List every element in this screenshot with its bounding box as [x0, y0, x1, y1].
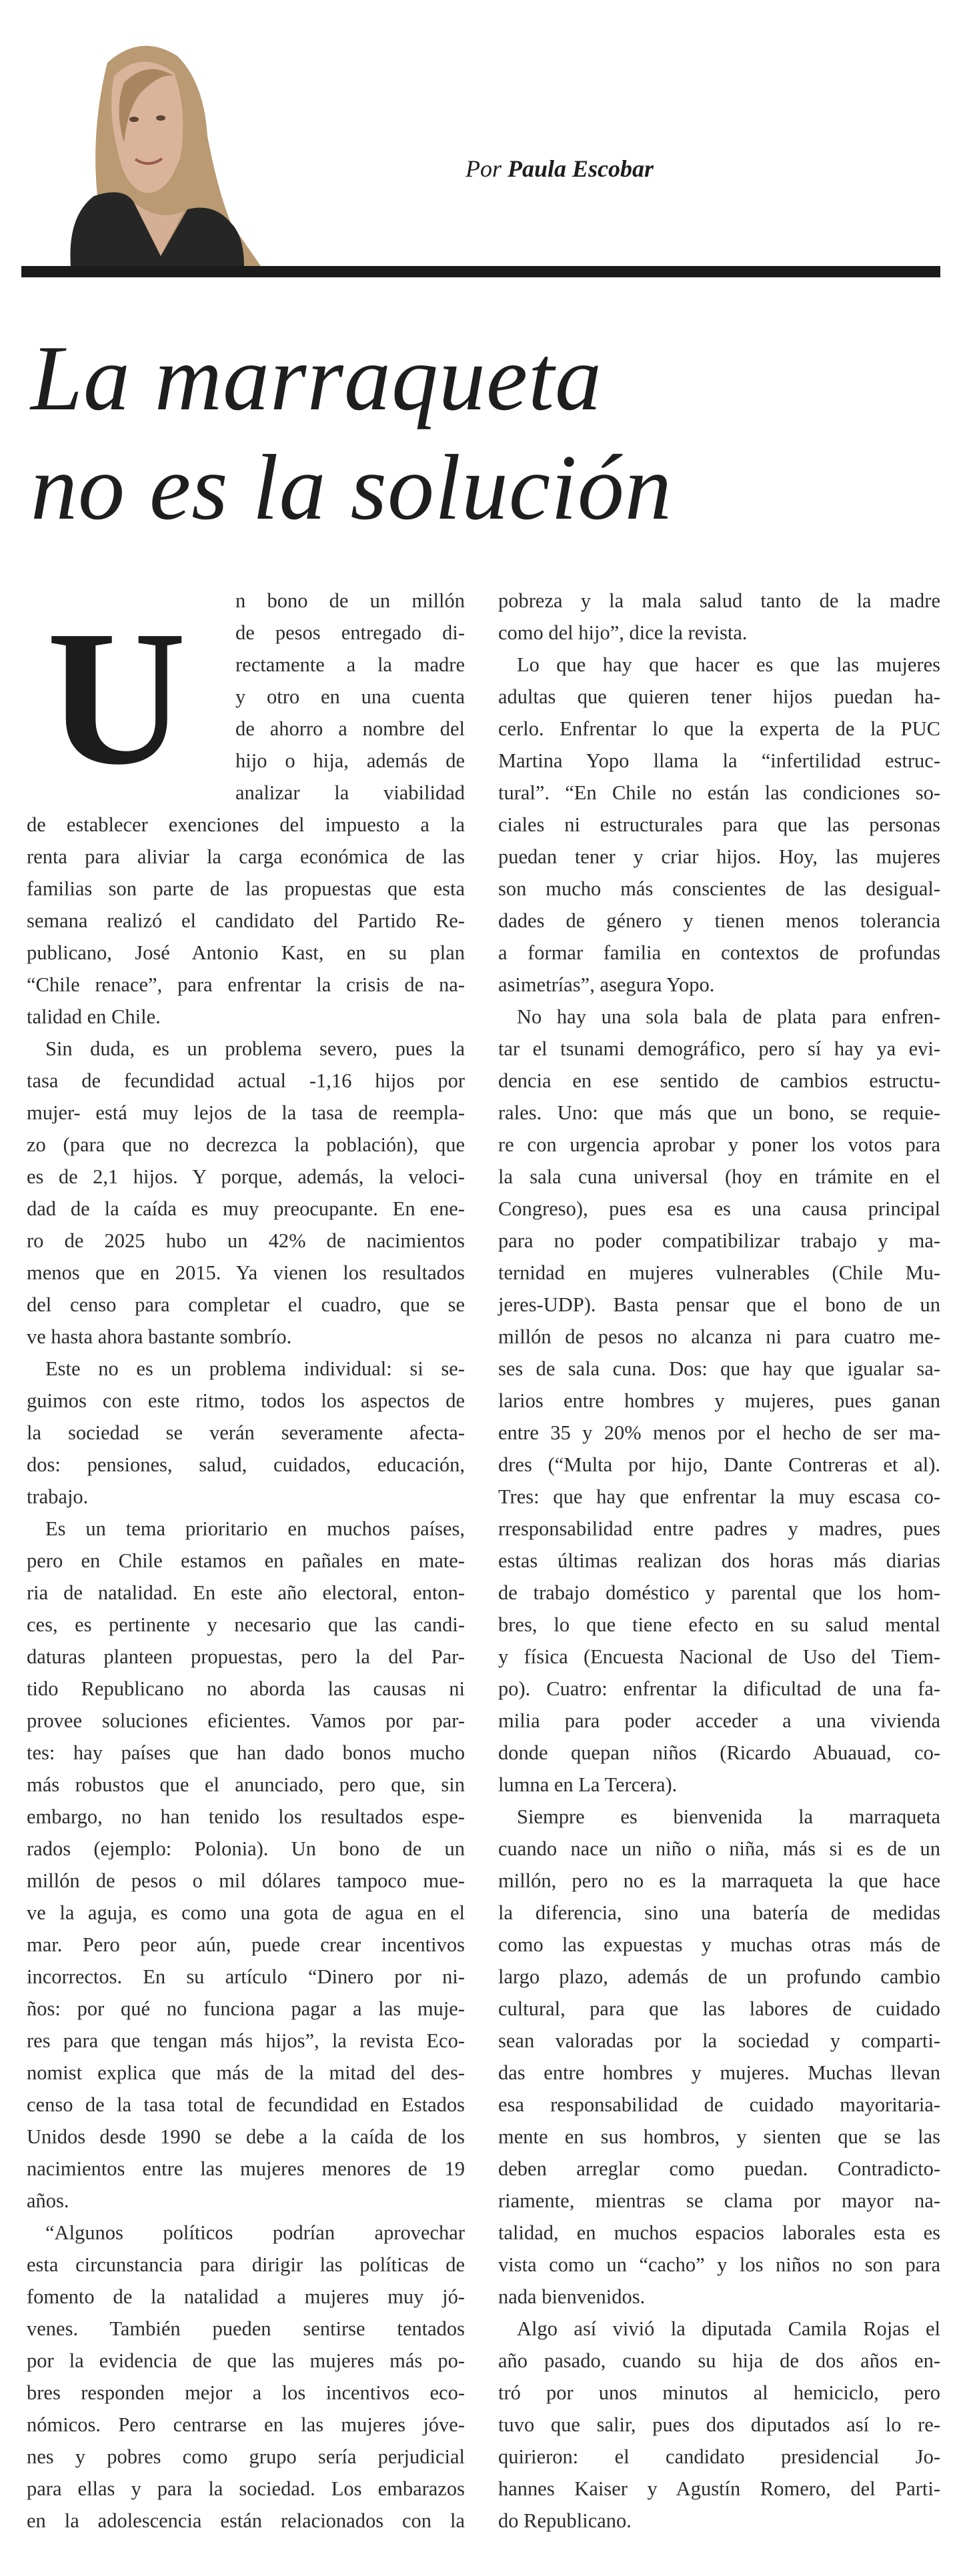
text-line: dad de la caída es muy preocupante. En ene- [27, 1197, 465, 1220]
text-line: sean valoradas por la sociedad y comparti- [498, 2029, 940, 2052]
drop-cap: U [47, 591, 187, 805]
text-line: ños: por qué no funciona pagar a las muje- [27, 1997, 465, 2020]
text-line: ro de 2025 hubo un 42% de nacimientos [27, 1229, 465, 1252]
text-line: familias son parte de las propuestas que esta [27, 877, 465, 900]
text-line: entre 35 y 20% menos por el hecho de ser ma- [498, 1421, 940, 1444]
text-line: larios entre hombres y mujeres, pues ganan [498, 1389, 940, 1412]
text-line: guimos con este ritmo, todos los aspectos de [27, 1389, 465, 1412]
text-line: lumna en La Tercera). [498, 1773, 678, 1796]
text-line: asimetrías”, asegura Yopo. [498, 973, 715, 996]
text-line: la sociedad se verán severamente afecta- [27, 1421, 465, 1444]
text-line: para no poder compatibilizar trabajo y ma- [498, 1229, 940, 1252]
text-line: venes. También pueden sentirse tentados [27, 2317, 465, 2340]
text-line: daturas planteen propuestas, pero la del Par- [27, 1645, 465, 1668]
text-line: cerlo. Enfrentar lo que la experta de la PUC [498, 717, 940, 740]
text-line: hannes Kaiser y Agustín Romero, del Parti- [498, 2477, 940, 2500]
text-line: ciales ni estructurales para que las personas [498, 813, 940, 836]
text-line: riamente, mientras se clama por mayor na- [498, 2189, 940, 2212]
text-line: por la evidencia de que las mujeres más po- [27, 2349, 465, 2372]
text-line: vista como un “cacho” y los niños no son para [498, 2253, 940, 2276]
text-line: do Republicano. [498, 2509, 632, 2532]
text-line: nómicos. Pero centrarse en las mujeres jóve- [27, 2413, 465, 2436]
text-line: dencia en ese sentido de cambios estructu- [498, 1069, 940, 1092]
text-line: deben arreglar como puedan. Contradicto- [498, 2157, 940, 2180]
text-line: po). Cuatro: enfrentar la dificultad de una fa- [498, 1677, 940, 1700]
text-line: nacimientos entre las mujeres menores de 19 [27, 2157, 465, 2180]
text-line: mente en sus hombros, y sienten que se las [498, 2125, 940, 2148]
text-line: donde quepan niños (Ricardo Abuauad, co- [498, 1741, 940, 1764]
text-line: quirieron: el candidato presidencial Jo- [498, 2445, 940, 2468]
text-line: milia para poder acceder a una vivienda [498, 1709, 940, 1732]
author-portrait-image [61, 36, 287, 266]
text-line: la diferencia, sino una batería de medidas [498, 1901, 940, 1924]
text-line: año pasado, cuando su hija de dos años en- [498, 2349, 940, 2372]
text-line: tural”. “En Chile no están las condiciones so- [498, 781, 940, 804]
byline-prefix: Por [465, 155, 502, 182]
text-line: son mucho más conscientes de las desigual- [498, 877, 940, 900]
text-line: cuando nace un niño o niña, más si es de un [498, 1837, 940, 1860]
text-line: del censo para completar el cuadro, que se [27, 1293, 465, 1316]
text-line: tido Republicano no aborda las causas ni [27, 1677, 465, 1700]
text-line: bres responden mejor a los incentivos eco- [27, 2381, 465, 2404]
text-line: esta circunstancia para dirigir las políticas de [27, 2253, 465, 2276]
article-paragraph [27, 1353, 465, 1513]
text-line: incorrectos. En su artículo “Dinero por ni- [27, 1965, 465, 1988]
text-line: Congreso), pues esa es una causa principal [498, 1197, 940, 1220]
article-paragraph [498, 585, 940, 649]
text-line: puedan tener y criar hijos. Hoy, las mujeres [498, 845, 940, 868]
text-line: de trabajo doméstico y parental que los hom- [498, 1581, 940, 1604]
text-line: zo (para que no decrezca la población), que [27, 1133, 465, 1156]
text-line: dos: pensiones, salud, cuidados, educación, [27, 1453, 465, 1476]
text-line: estas últimas realizan dos horas más diarias [498, 1549, 940, 1572]
text-line: menos que en 2015. Ya vienen los resultados [27, 1261, 465, 1284]
text-line: fomento de la natalidad a mujeres muy jó- [27, 2285, 465, 2308]
text-line: años. [27, 2189, 69, 2212]
article-paragraph [27, 2217, 465, 2537]
text-line: tasa de fecundidad actual -1,16 hijos por [27, 1069, 465, 1092]
text-line: como las expuestas y muchas otras más de [498, 1933, 940, 1956]
text-line: tró por unos minutos al hemiciclo, pero [498, 2381, 940, 2404]
text-line: Siempre es bienvenida la marraqueta [517, 1805, 940, 1828]
text-line: largo plazo, además de un profundo cambio [498, 1965, 940, 1988]
text-line: a formar familia en contextos de profundas [498, 941, 940, 964]
text-line: millón, pero no es la marraqueta la que hace [498, 1869, 940, 1892]
article-column-2 [498, 585, 940, 2537]
text-line: “Algunos políticos podrían aprovechar [45, 2221, 465, 2244]
text-line: adultas que quieren tener hijos puedan ha- [498, 685, 940, 708]
author-photo [61, 36, 287, 266]
text-line: n bono de un millón [235, 589, 465, 612]
article-column-1 [27, 585, 465, 2537]
text-line: das entre hombres y mujeres. Muchas llevan [498, 2061, 940, 2084]
headline-line-1: La marraqueta [31, 327, 602, 430]
text-line: Sin duda, es un problema severo, pues la [45, 1037, 465, 1060]
text-line: Martina Yopo llama la “infertilidad estruc- [498, 749, 940, 772]
text-line: cultural, para que las labores de cuidado [498, 1997, 940, 2020]
text-line: rresponsabilidad entre padres y madres, pues [498, 1517, 940, 1540]
text-line: talidad, en muchos espacios laborales esta es [498, 2221, 940, 2244]
text-line: Tres: que hay que enfrentar la muy escasa co- [498, 1485, 940, 1508]
header-divider [21, 266, 940, 277]
text-line: Algo así vivió la diputada Camila Rojas el [517, 2317, 940, 2340]
text-line: renta para aliviar la carga económica de las [27, 845, 465, 868]
text-line: más robustos que el anunciado, pero que, sin [27, 1773, 465, 1796]
text-line: ria de natalidad. En este año electoral, enton- [27, 1581, 465, 1604]
text-line: en la adolescencia están relacionados con la [27, 2509, 465, 2532]
headline-line-2: no es la solución [31, 436, 672, 539]
text-line: esa responsabilidad de cuidado mayoritaria- [498, 2093, 940, 2116]
text-line: censo de la tasa total de fecundidad en Estados [27, 2093, 465, 2116]
text-line: dades de género y tienen menos tolerancia [498, 909, 940, 932]
text-line: y física (Encuesta Nacional de Uso del Tiem- [498, 1645, 940, 1668]
text-line: mujer- está muy lejos de la tasa de reempla- [27, 1101, 465, 1124]
article-paragraph [498, 2313, 940, 2537]
text-line: pero en Chile estamos en pañales en mate- [27, 1549, 465, 1572]
text-line: tuvo que salir, pues dos diputados así lo re- [498, 2413, 940, 2436]
text-line: es de 2,1 hijos. Y porque, además, la veloci- [27, 1165, 465, 1188]
text-line: provee soluciones eficientes. Vamos por par- [27, 1709, 465, 1732]
text-line: ve la aguja, es como una gota de agua en el [27, 1901, 465, 1924]
text-line: nada bienvenidos. [498, 2285, 646, 2308]
text-line: y otro en una cuenta [235, 685, 465, 708]
text-line: ternidad en mujeres vulnerables (Chile Mu- [498, 1261, 940, 1284]
text-line: tes: hay países que han dado bonos mucho [27, 1741, 465, 1764]
text-line: analizar la viabilidad [235, 781, 465, 804]
text-line: rales. Uno: que más que un bono, se requie- [498, 1101, 940, 1124]
text-line: ses de sala cuna. Dos: que hay que igualar sa- [498, 1357, 940, 1380]
text-line: ces, es pertinente y necesario que las candi- [27, 1613, 465, 1636]
text-line: como del hijo”, dice la revista. [498, 621, 748, 644]
text-line: nes y pobres como grupo sería perjudicial [27, 2445, 465, 2468]
text-line: pobreza y la mala salud tanto de la madre [498, 589, 940, 612]
article-paragraph [27, 1513, 465, 2217]
text-line: talidad en Chile. [27, 1005, 161, 1028]
text-line: publicano, José Antonio Kast, en su plan [27, 941, 465, 964]
text-line: millón de pesos no alcanza ni para cuatro me- [498, 1325, 940, 1348]
text-line: Este no es un problema individual: si se- [45, 1357, 465, 1380]
text-line: No hay una sola bala de plata para enfren- [517, 1005, 940, 1028]
article-paragraph [27, 585, 465, 1033]
text-line: dres (“Multa por hijo, Dante Contreras et al). [498, 1453, 940, 1476]
article-paragraph [498, 1801, 940, 2313]
text-line: para ellas y para la sociedad. Los embarazos [27, 2477, 465, 2500]
text-line: de ahorro a nombre del [235, 717, 465, 740]
text-line: ve hasta ahora bastante sombrío. [27, 1325, 292, 1348]
text-line: hijo o hija, además de [235, 749, 465, 772]
text-line: res para que tengan más hijos”, la revista Eco- [27, 2029, 465, 2052]
text-line: jeres-UDP). Basta pensar que el bono de un [498, 1293, 940, 1316]
text-line: mar. Pero peor aún, puede crear incentivos [27, 1933, 465, 1956]
text-line: de establecer exenciones del impuesto a la [27, 813, 465, 836]
article-headline [31, 324, 672, 543]
byline-author: Paula Escobar [508, 155, 654, 182]
text-line: la sala cuna universal (hoy en trámite en el [498, 1165, 940, 1188]
article-paragraph [27, 1033, 465, 1353]
text-line: bres, lo que tiene efecto en su salud mental [498, 1613, 940, 1636]
text-line: Unidos desde 1990 se debe a la caída de los [27, 2125, 465, 2148]
text-line: de pesos entregado di- [235, 621, 465, 644]
article-paragraph [498, 649, 940, 1001]
text-line: semana realizó el candidato del Partido Re- [27, 909, 465, 932]
text-line: tar el tsunami demográfico, pero sí hay ya evi- [498, 1037, 940, 1060]
text-line: Es un tema prioritario en muchos países, [45, 1517, 465, 1540]
article-paragraph [498, 1001, 940, 1801]
text-line: trabajo. [27, 1485, 89, 1508]
text-line: nomist explica que más de la mitad del des- [27, 2061, 465, 2084]
text-line: re con urgencia aprobar y poner los votos para [498, 1133, 940, 1156]
text-line: millón de pesos o mil dólares tampoco mue- [27, 1869, 465, 1892]
text-line: rectamente a la madre [235, 653, 465, 676]
text-line: rados (ejemplo: Polonia). Un bono de un [27, 1837, 465, 1860]
text-line: embargo, no han tenido los resultados espe- [27, 1805, 465, 1828]
byline [465, 155, 654, 183]
text-line: Lo que hay que hacer es que las mujeres [517, 653, 940, 676]
text-line: “Chile renace”, para enfrentar la crisis de na- [27, 973, 465, 996]
